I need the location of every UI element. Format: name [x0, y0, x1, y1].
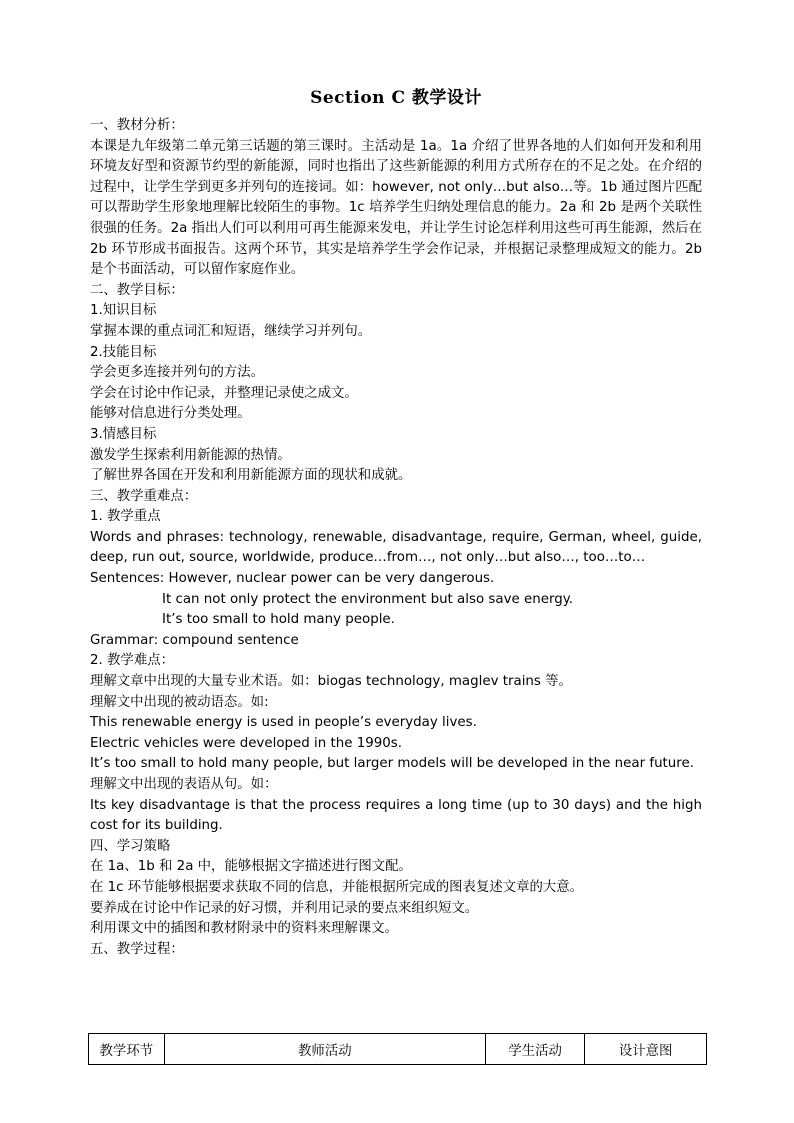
- focus-grammar: Grammar: compound sentence: [90, 632, 299, 648]
- focus-sentence: It can not only protect the environment but also save energy.: [162, 591, 574, 607]
- difficulty-item: 理解文章中出现的大量专业术语。如：biogas technology, maglev trains 等。: [90, 674, 572, 690]
- document-page: [90, 84, 702, 960]
- strategy-item: 利用课文中的插图和教材附录中的资料来理解课文。: [90, 921, 398, 937]
- process-table-header: 教学环节: [89, 1034, 165, 1065]
- process-table: [88, 1033, 707, 1065]
- difficulty-item: 理解文中出现的被动语态。如:: [90, 694, 269, 710]
- skill-objective-heading: 2.技能目标: [90, 344, 157, 360]
- strategy-item: 要养成在讨论中作记录的好习惯，并利用记录的要点来组织短文。: [90, 900, 479, 916]
- section-process-heading: 五、教学过程：: [90, 941, 184, 957]
- emotion-objective-item: 激发学生探索利用新能源的热情。: [90, 447, 291, 463]
- difficulty-example: It’s too small to hold many people, but larger models will be developed in the near future.: [90, 756, 695, 772]
- difficulty-example: Its key disadvantage is that the process requires a long time (up to 30 days) and the high cost for its building.: [90, 797, 702, 834]
- knowledge-objective-item: 掌握本课的重点词汇和短语，继续学习并列句。: [90, 323, 372, 339]
- section-objectives-heading: 二、教学目标：: [90, 282, 184, 298]
- skill-objective-item: 能够对信息进行分类处理。: [90, 406, 251, 422]
- difficulty-example: Electric vehicles were developed in the 1990s.: [90, 735, 403, 751]
- focus-sentence: Sentences: However, nuclear power can be very dangerous.: [90, 571, 495, 587]
- focus-sentence: It’s too small to hold many people.: [162, 612, 395, 628]
- process-table-header-row: [89, 1034, 707, 1065]
- difficulty-item: 理解文中出现的表语从句。如：: [90, 777, 278, 792]
- document-body: [90, 116, 702, 960]
- section-strategy-heading: 四、学习策略: [90, 838, 171, 854]
- section-analysis-heading: 一、教材分析：: [90, 118, 184, 133]
- focus-words: Words and phrases: technology, renewable, disadvantage, require, German, wheel, guide, deep, run out, source, worldwide, produce…from…, not only…but also…, too…to…: [90, 529, 702, 566]
- process-table-header: 教师活动: [164, 1034, 485, 1065]
- process-table-header: 设计意图: [585, 1034, 707, 1065]
- document-title: Section C 教学设计: [310, 88, 482, 108]
- section-keypoints-heading: 三、教学重难点：: [90, 488, 198, 504]
- knowledge-objective-heading: 1.知识目标: [90, 303, 157, 319]
- section-analysis-text: 本课是九年级第二单元第三话题的第三课时。主活动是 1a。1a 介绍了世界各地的人们如何开发和利用环境友好型和资源节约型的新能源，同时也指出了这些新能源的利用方式所存在的不足之处。在介绍的过程中，让学生学到更多并列句的连接词。如：however, not only…but also…等。1b 通过图片匹配可以帮助学生形象地理解比较陌生的事物。1c 培养学生归纳处理信息的能力。2a 和 2b 是两个关联性很强的任务。2a 指出人们可以利用可再生能源来发电，并让学生讨论怎样利用这些可再生能源，然后在 2b 环节形成书面报告。这两个环节，其实是培养学生学会作记录，并根据记录整理成短文的能力。2b 是个书面活动，可以留作家庭作业。: [90, 138, 702, 278]
- strategy-item: 在 1c 环节能够根据要求获取不同的信息，并能根据所完成的图表复述文章的大意。: [90, 879, 584, 895]
- strategy-item: 在 1a、1b 和 2a 中，能够根据文字描述进行图文配。: [90, 859, 412, 875]
- difficulty-example: This renewable energy is used in people’s everyday lives.: [90, 715, 477, 731]
- emotion-objective-heading: 3.情感目标: [90, 426, 157, 442]
- skill-objective-item: 学会更多连接并列句的方法。: [90, 365, 265, 381]
- focus-heading: 1. 教学重点: [90, 509, 161, 525]
- emotion-objective-item: 了解世界各国在开发和利用新能源方面的现状和成就。: [90, 468, 412, 484]
- process-table-header: 学生活动: [486, 1034, 585, 1065]
- difficulty-heading: 2. 教学难点：: [90, 653, 174, 669]
- skill-objective-item: 学会在讨论中作记录，并整理记录使之成文。: [90, 385, 358, 401]
